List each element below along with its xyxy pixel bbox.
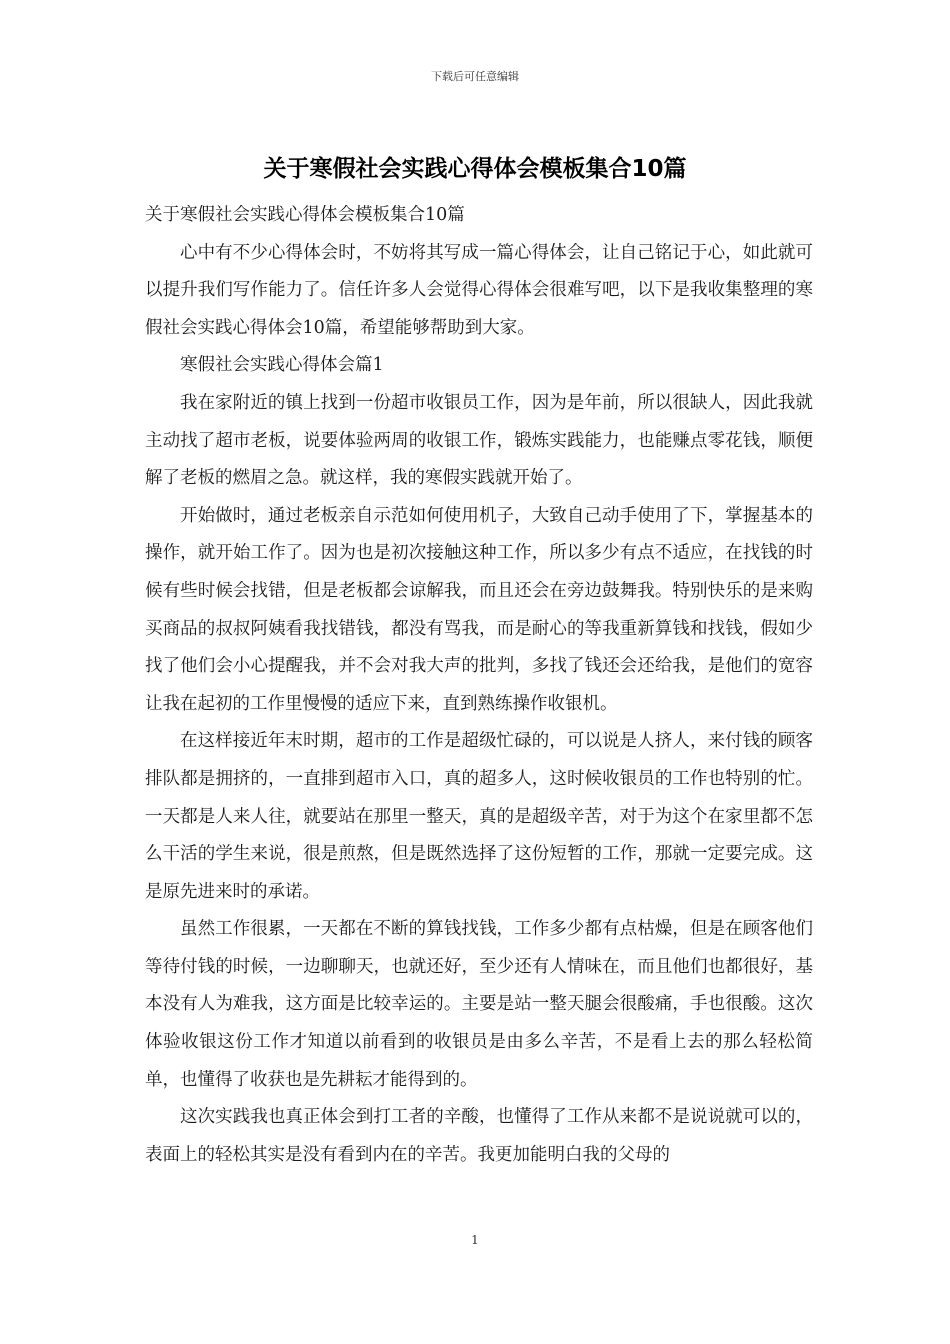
section-heading: 寒假社会实践心得体会篇1: [180, 355, 384, 376]
body-paragraph: 虽然工作很累，一天都在不断的算钱找钱，工作多少都有点枯燥，但是在顾客他们等待付钱的时候，一边聊聊天，也就还好，至少还有人情味在，而且他们也都很好，基本没有人为难我，这方面是比较幸运的。主要是站一整天腿会很酸痛，手也很酸。这次体验收银这份工作才知道以前看到的收银员是由多么辛苦，不是看上去的那么轻松简单，也懂得了收获也是先耕耘才能得到的。: [145, 919, 813, 1090]
document-body: [145, 197, 813, 1174]
header-note: 下载后可任意编辑: [431, 70, 519, 83]
subtitle-paragraph: 关于寒假社会实践心得体会模板集合10篇: [145, 205, 465, 225]
document-title: 关于寒假社会实践心得体会模板集合10篇: [263, 156, 687, 182]
body-paragraph: 开始做时，通过老板亲自示范如何使用机子，大致自己动手使用了下，掌握基本的操作，就开始工作了。因为也是初次接触这种工作，所以多少有点不适应，在找钱的时候有些时候会找错，但是老板都会谅解我，而且还会在旁边鼓舞我。特别快乐的是来购买商品的叔叔阿姨看我找错钱，都没有骂我，而是耐心的等我重新算钱和找钱，假如少找了他们会小心提醒我，并不会对我大声的批判，多找了钱还会还给我，是他们的宽容让我在起初的工作里慢慢的适应下来，直到熟练操作收银机。: [145, 505, 813, 714]
page-number: 1: [471, 1233, 479, 1247]
intro-paragraph: 心中有不少心得体会时，不妨将其写成一篇心得体会，让自己铭记于心，如此就可以提升我们写作能力了。信任许多人会觉得心得体会很难写吧，以下是我收集整理的寒假社会实践心得体会10篇，希望能够帮助到大家。: [145, 242, 813, 338]
body-paragraph: 这次实践我也真正体会到打工者的辛酸，也懂得了工作从来都不是说说就可以的，表面上的轻松其实是没有看到内在的辛苦。我更加能明白我的父母的: [145, 1107, 813, 1165]
body-paragraph: 我在家附近的镇上找到一份超市收银员工作，因为是年前，所以很缺人，因此我就主动找了超市老板，说要体验两周的收银工作，锻炼实践能力，也能赚点零花钱，顺便解了老板的燃眉之急。就这样，我的寒假实践就开始了。: [145, 392, 813, 489]
body-paragraph: 在这样接近年末时期，超市的工作是超级忙碌的，可以说是人挤人，来付钱的顾客排队都是拥挤的，一直排到超市入口，真的超多人，这时候收银员的工作也特别的忙。一天都是人来人往，就要站在那里一整天，真的是超级辛苦，对于为这个在家里都不怎么干活的学生来说，很是煎熬，但是既然选择了这份短暂的工作，那就一定要完成。这是原先进来时的承诺。: [145, 731, 813, 902]
